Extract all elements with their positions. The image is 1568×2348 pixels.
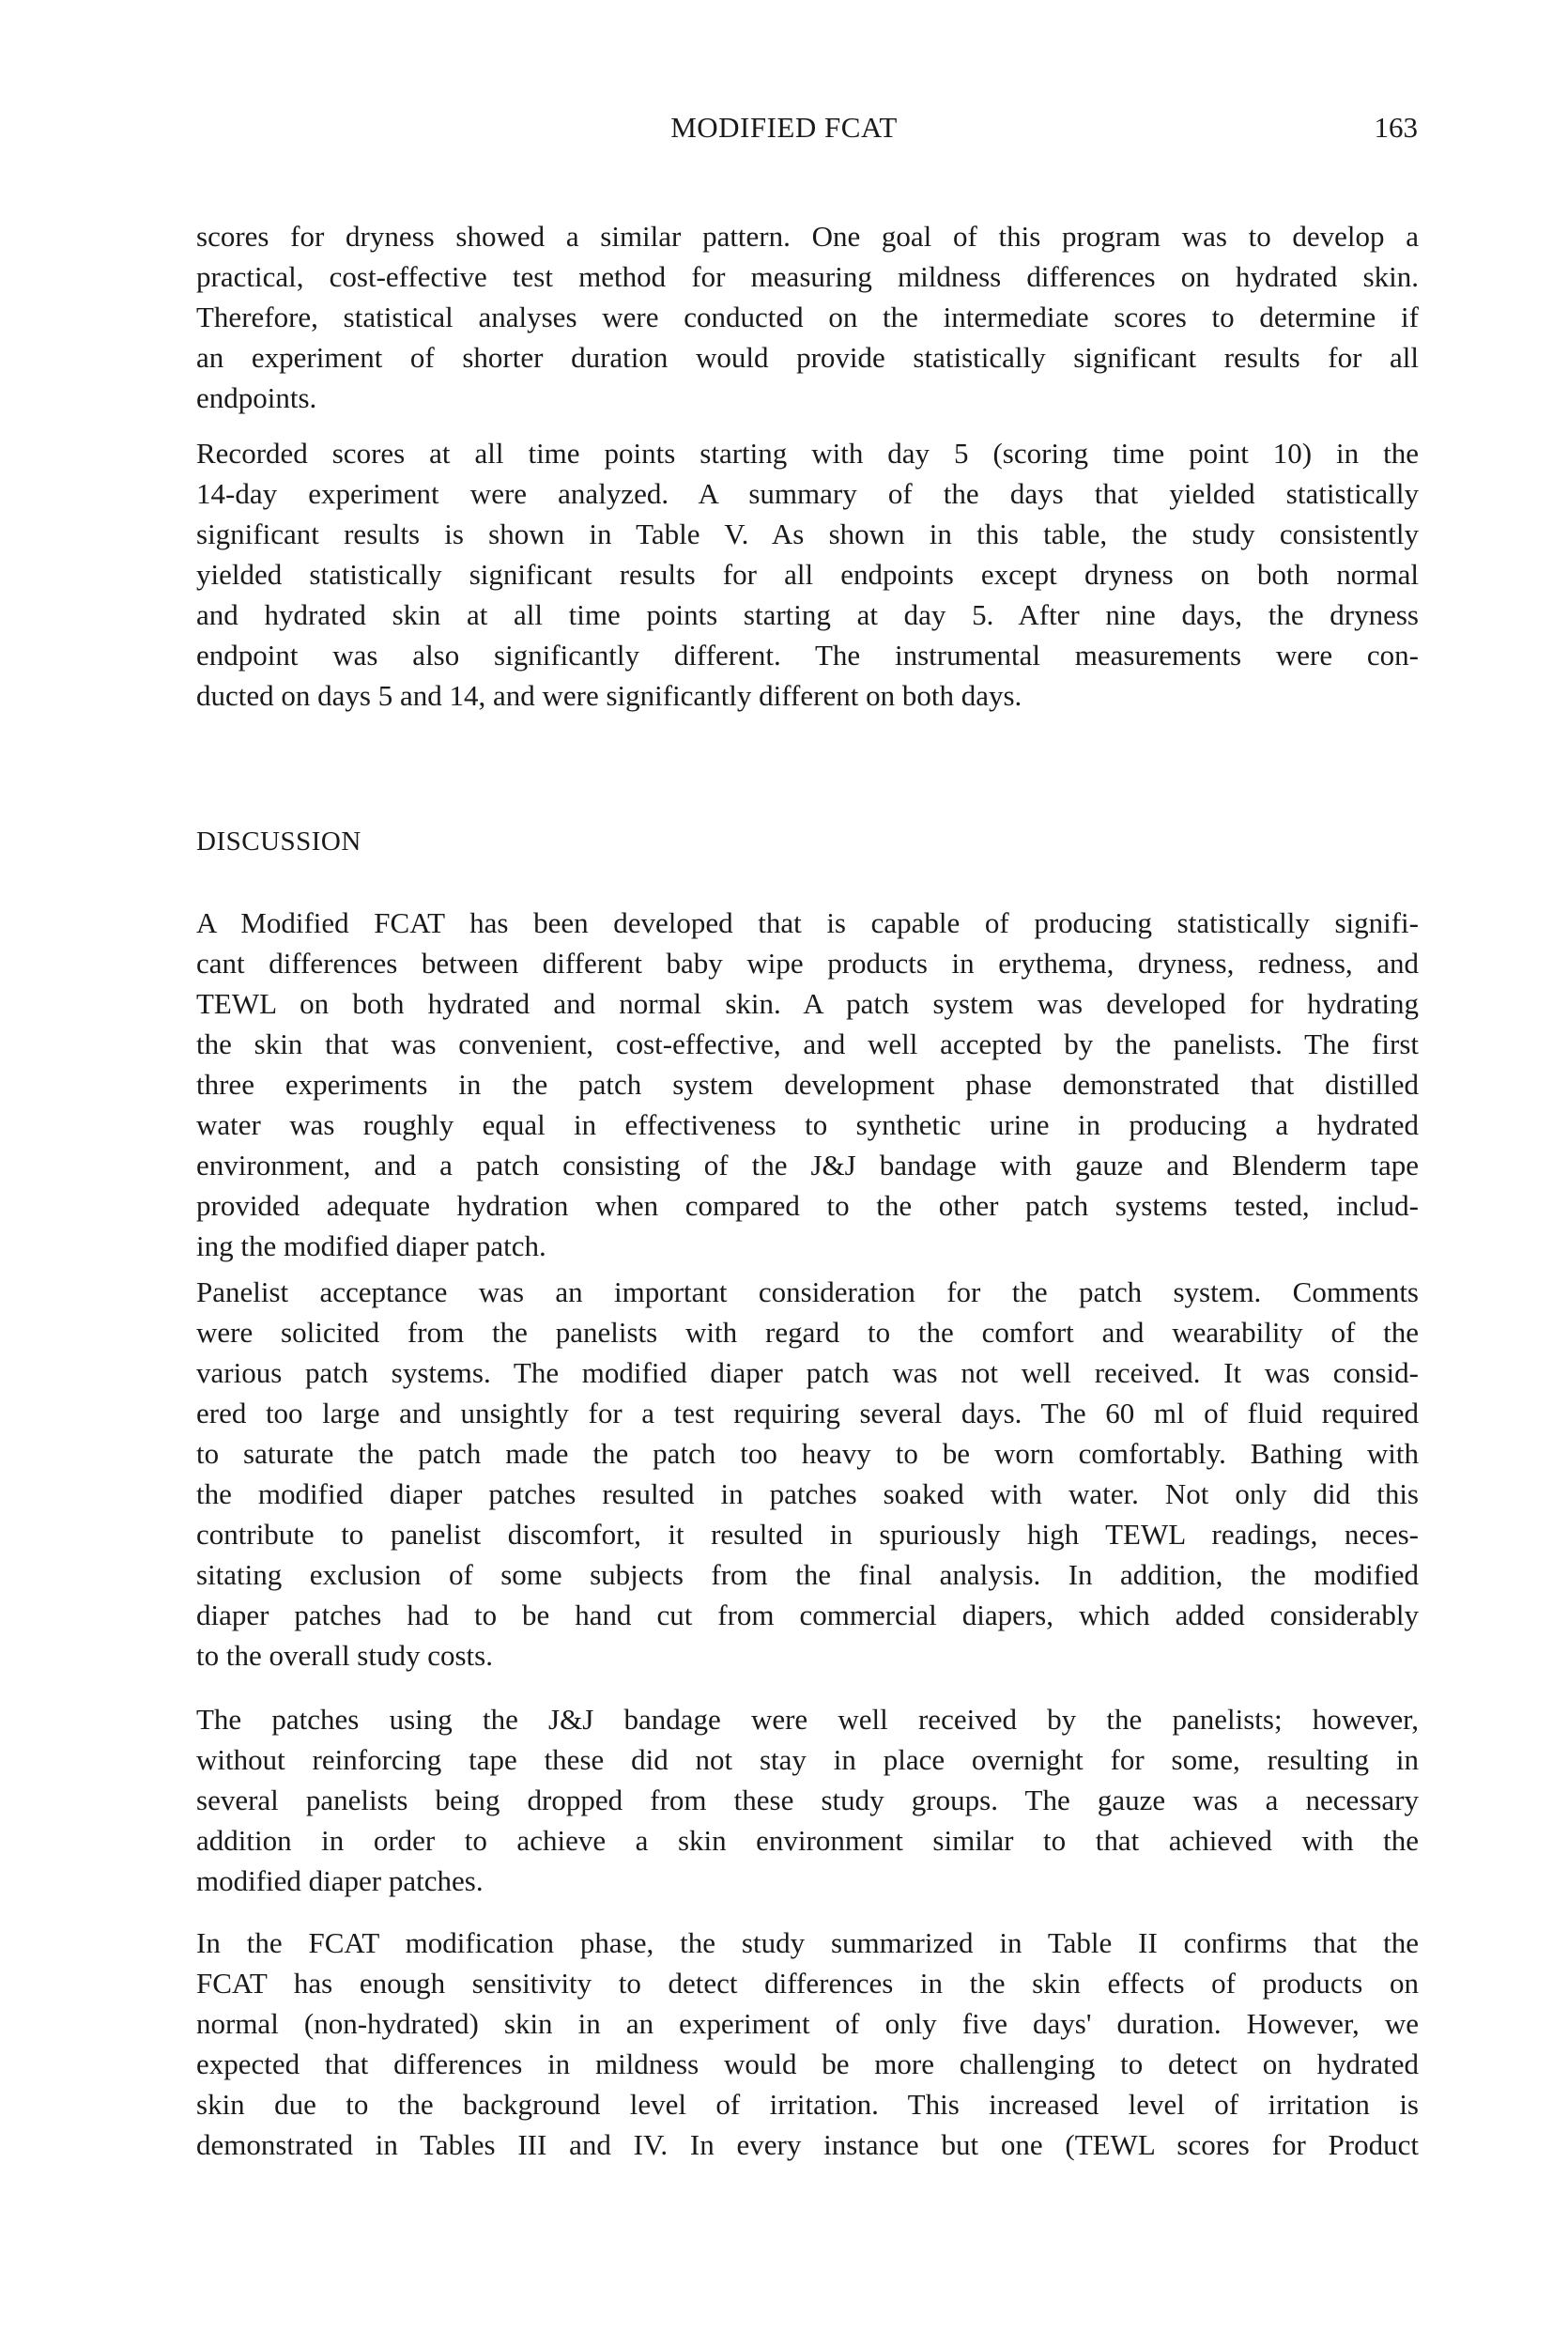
- text-line: to the overall study costs.: [196, 1639, 493, 1672]
- text-line: 14-day experiment were analyzed. A summary of the days that yielded statistically: [196, 477, 1419, 510]
- text-line: without reinforcing tape these did not stay in place overnight for some, resulting in: [196, 1743, 1419, 1776]
- text-line: Therefore, statistical analyses were conducted on the intermediate scores to determine if: [196, 301, 1419, 333]
- text-line: scores for dryness showed a similar pattern. One goal of this program was to develop a: [196, 220, 1419, 253]
- text-line: A Modified FCAT has been developed that is capable of producing statistically signifi-: [196, 906, 1419, 939]
- text-line: environment, and a patch consisting of the J&J bandage with gauze and Blenderm tape: [196, 1149, 1419, 1182]
- text-line: the modified diaper patches resulted in patches soaked with water. Not only did this: [196, 1477, 1419, 1510]
- text-line: the skin that was convenient, cost-effective, and well accepted by the panelists. The first: [196, 1027, 1419, 1060]
- text-line: expected that differences in mildness would be more challenging to detect on hydrated: [196, 2047, 1419, 2080]
- text-line: were solicited from the panelists with regard to the comfort and wearability of the: [196, 1316, 1419, 1349]
- running-head-title: MODIFIED FCAT: [670, 111, 898, 144]
- text-line: TEWL on both hydrated and normal skin. A patch system was developed for hydrating: [196, 987, 1419, 1020]
- paragraph: [196, 216, 1419, 418]
- text-line: normal (non-hydrated) skin in an experiment of only five days' duration. However, we: [196, 2007, 1419, 2040]
- text-line: The patches using the J&J bandage were well received by the panelists; however,: [196, 1703, 1419, 1736]
- text-line: yielded statistically significant results for all endpoints except dryness on both normal: [196, 558, 1419, 591]
- text-line: cant differences between different baby wipe products in erythema, dryness, redness, and: [196, 947, 1419, 980]
- paragraph: [196, 1699, 1419, 1901]
- text-line: several panelists being dropped from these study groups. The gauze was a necessary: [196, 1784, 1419, 1816]
- text-line: Recorded scores at all time points starting with day 5 (scoring time point 10) in the: [196, 437, 1419, 470]
- text-line: FCAT has enough sensitivity to detect differences in the skin effects of products on: [196, 1967, 1419, 2000]
- paragraph: [196, 903, 1419, 1266]
- text-line: ing the modified diaper patch.: [196, 1229, 546, 1262]
- text-line: an experiment of shorter duration would provide statistically significant results for all: [196, 341, 1419, 374]
- text-line: provided adequate hydration when compared to the other patch systems tested, includ-: [196, 1189, 1419, 1222]
- text-line: diaper patches had to be hand cut from commercial diapers, which added considerably: [196, 1599, 1419, 1631]
- text-line: skin due to the background level of irritation. This increased level of irritation is: [196, 2088, 1419, 2121]
- text-line: demonstrated in Tables III and IV. In every instance but one (TEWL scores for Product: [196, 2128, 1419, 2161]
- text-line: water was roughly equal in effectiveness to synthetic urine in producing a hydrated: [196, 1108, 1419, 1141]
- text-line: endpoint was also significantly different. The instrumental measurements were con-: [196, 639, 1419, 672]
- text-line: In the FCAT modification phase, the study summarized in Table II confirms that the: [196, 1926, 1419, 1959]
- text-line: various patch systems. The modified diaper patch was not well received. It was consid-: [196, 1356, 1419, 1389]
- text-line: ducted on days 5 and 14, and were significantly different on both days.: [196, 679, 1022, 712]
- text-line: addition in order to achieve a skin environment similar to that achieved with the: [196, 1824, 1419, 1857]
- text-line: modified diaper patches.: [196, 1864, 484, 1897]
- paragraph: [196, 1272, 1419, 1676]
- paragraph: [196, 1923, 1419, 2165]
- text-line: practical, cost-effective test method for measuring mildness differences on hydrated skin.: [196, 260, 1419, 293]
- text-line: Panelist acceptance was an important consideration for the patch system. Comments: [196, 1275, 1419, 1308]
- text-line: to saturate the patch made the patch too heavy to be worn comfortably. Bathing with: [196, 1437, 1419, 1470]
- paragraph: [196, 433, 1419, 716]
- text-line: sitating exclusion of some subjects from the final analysis. In addition, the modified: [196, 1558, 1419, 1591]
- text-line: contribute to panelist discomfort, it resulted in spuriously high TEWL readings, neces-: [196, 1518, 1419, 1551]
- text-line: and hydrated skin at all time points starting at day 5. After nine days, the dryness: [196, 598, 1419, 631]
- section-heading-discussion: DISCUSSION: [196, 826, 361, 857]
- text-line: endpoints.: [196, 381, 317, 414]
- text-line: significant results is shown in Table V. As shown in this table, the study consistently: [196, 517, 1419, 550]
- text-line: ered too large and unsightly for a test requiring several days. The 60 ml of fluid required: [196, 1397, 1419, 1429]
- text-line: three experiments in the patch system development phase demonstrated that distilled: [196, 1068, 1419, 1101]
- page-number: 163: [1374, 111, 1418, 144]
